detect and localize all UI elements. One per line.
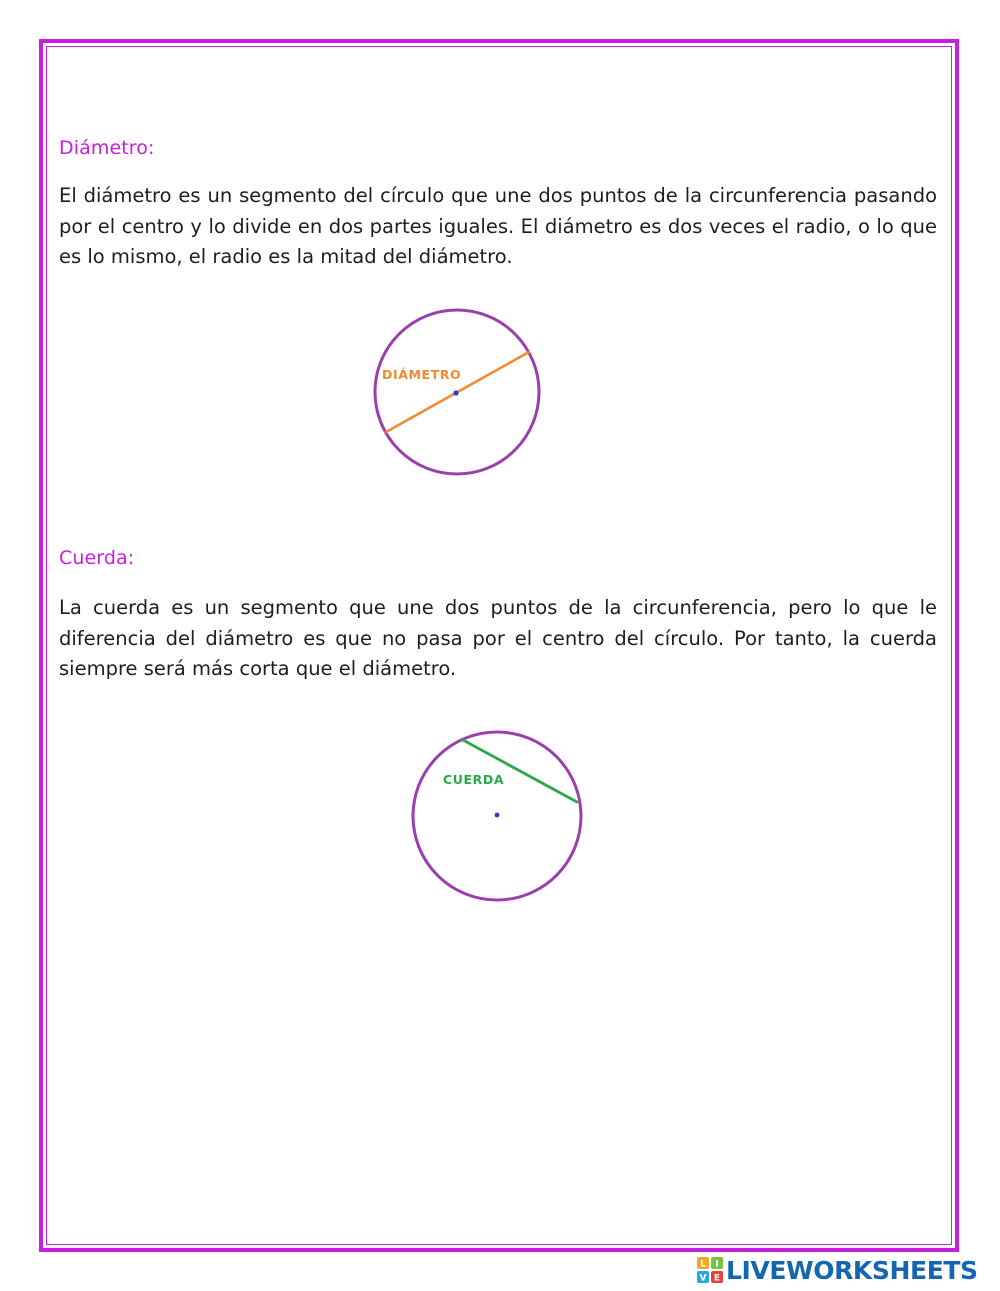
liveworksheets-brand bbox=[697, 1255, 978, 1285]
cuerda-paragraph: La cuerda es un segmento que une dos puntos de la circunferencia, pero lo que le diferencia del diámetro es que no pasa por el centro del círculo. Por tanto, la cuerda siempre será más corta que el diámetro. bbox=[59, 596, 937, 680]
diametro-diagram bbox=[320, 300, 590, 485]
logo-letter-v: V bbox=[699, 1273, 707, 1283]
logo-letter-e: E bbox=[713, 1273, 721, 1283]
logo-letter-i: I bbox=[715, 1259, 719, 1270]
cuerda-figure-label: CUERDA bbox=[443, 772, 505, 787]
logo-letter-l: L bbox=[700, 1259, 706, 1270]
diametro-heading: Diámetro: bbox=[59, 137, 155, 159]
cuerda-center-dot bbox=[495, 813, 500, 818]
cuerda-heading: Cuerda: bbox=[59, 547, 135, 569]
cuerda-figure bbox=[360, 705, 635, 905]
diametro-paragraph: El diámetro es un segmento del círculo que une dos puntos de la circunferencia pasando por el centro y lo divide en dos partes iguales. El diámetro es dos veces el radio, o lo que es lo mismo, el radio es la mitad del diámetro. bbox=[59, 184, 937, 268]
diametro-center-dot bbox=[453, 390, 458, 395]
liveworksheets-logo-icon bbox=[697, 1257, 723, 1283]
diametro-figure bbox=[320, 300, 590, 485]
diametro-figure-label: DIÁMETRO bbox=[382, 367, 462, 382]
liveworksheets-wordmark[interactable]: LIVEWORKSHEETS bbox=[726, 1255, 978, 1285]
cuerda-diagram bbox=[360, 705, 635, 905]
